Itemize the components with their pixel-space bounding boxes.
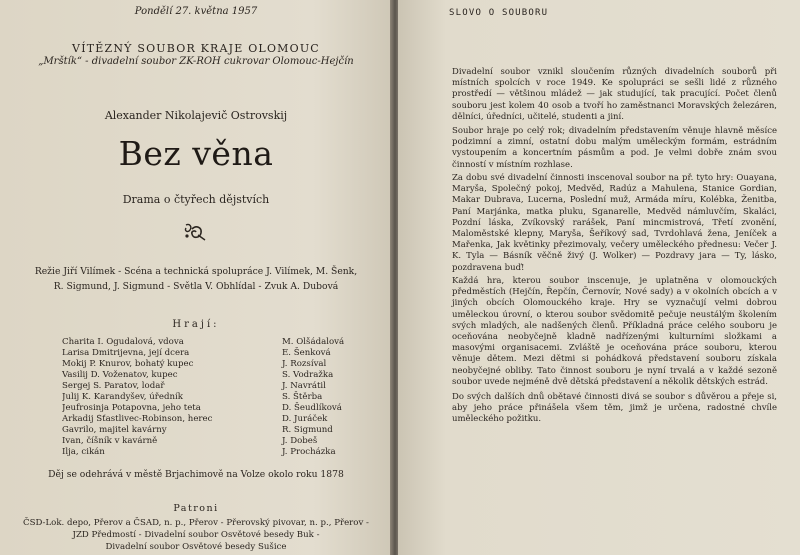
cast-role: Larisa Dmitrijevna, její dcera (62, 348, 190, 358)
cast-role: Julij K. Karandyšev, úředník (62, 392, 183, 402)
author: Alexander Nikolajevič Ostrovskij (104, 109, 288, 122)
cast-actor: J. Dobeš (282, 436, 318, 446)
cast-row (62, 370, 362, 381)
performance-date: Pondělí 27. května 1957 (134, 6, 258, 17)
cast-actor: J. Procházka (282, 447, 336, 457)
ensemble-title: VÍTĚZNÝ SOUBOR KRAJE OLOMOUC (72, 42, 320, 55)
play-subtitle: Drama o čtyřech dějstvích (122, 193, 270, 206)
cast-actor: R. Sigmund (282, 425, 333, 435)
right-page-title: SLOVO O SOUBORU (449, 8, 549, 18)
cast-actor: S. Vodražka (282, 370, 334, 380)
patrons-heading: Patroni (173, 503, 219, 514)
cast-row (62, 403, 362, 414)
cast-row (62, 414, 362, 425)
play-title: Bez věna (118, 134, 274, 173)
cast-role: Ivan, číšník v kavárně (62, 436, 158, 446)
paragraph: Za dobu své divadelní činnosti inscenoval soubor na př. tyto hry: Ouayana, Maryša, Společný pokoj, Medvěd, Radúz a Mahulena, Stanice Gordian, Makar Dubrava, Lucerna, Poslední muž, Armáda míru, Kolébka, Ženitba, Paní Marjánka, matka pluku, Sganarelle, Medvěd námluvčím, Skaláci, Pozdní láska, Zvíkovský rarášek, Paní mincmistrová, Třetí zvonění, Maloměstské klepny, Maryša, Šeříkový sad, Tvrdohlavá žena, Jeníček a Mařenka, Jak květinky přezimovaly, večery uměleckého přednesu: Večer J. K. Tyla — Básník věčně živý (J. Wolker) — Pozdravy jara — Ty, lásko, pozdravena buď! (452, 173, 777, 273)
cast-row (62, 425, 362, 436)
patrons-line-1: ČSD-Lok. depo, Přerov a ČSAD, n. p., Přerov - Přerovský pivovar, n. p., Přerov - (23, 518, 369, 528)
cast-row (62, 348, 362, 359)
cast-actor: E. Šenková (282, 348, 331, 358)
ensemble-subtitle: „Mrštík“ - divadelní soubor ZK-ROH cukrovar Olomouc-Hejčín (38, 56, 354, 67)
cast-role: Gavrilo, majitel kavárny (62, 425, 167, 435)
cast-row (62, 392, 362, 403)
patrons-line-3: Divadelní soubor Osvětové besedy Sušice (105, 542, 287, 552)
cast-row (62, 381, 362, 392)
cast-role: Mokij P. Knurov, bohatý kupec (62, 359, 194, 369)
paragraph: Soubor hraje po celý rok; divadelním představením věnuje hlavně měsíce podzimní a zimní, ostatní dobu malým uměleckým formám, estrádním vystoupením a koncertním pásmům a pod. Je velmi dobře znám svou činností v místním rozhlase. (452, 126, 777, 170)
cast-actor: J. Navrátil (282, 381, 326, 391)
cast-role: Jeufrosinja Potapovna, jeho teta (62, 403, 201, 413)
cast-actor: J. Rozsíval (282, 359, 327, 369)
cast-row (62, 447, 362, 458)
cast-heading: Hrají: (172, 319, 220, 330)
ornament-icon (180, 221, 210, 243)
crew-line-2: R. Sigmund, J. Sigmund - Světla V. Obhlídal - Zvuk A. Dubová (53, 281, 339, 292)
cast-role: Charita I. Ogudalová, vdova (62, 337, 184, 347)
cast-row (62, 436, 362, 447)
patrons-line-2: JZD Předmostí - Divadelní soubor Osvětové besedy Buk - (72, 530, 320, 540)
cast-actor: D. Šeudlíková (282, 403, 342, 413)
paragraph: Divadelní soubor vznikl sloučením různých divadelních souborů při místních spolcích v roce 1949. Ke spolupráci se sešli lidé z různého prostředí — většinou mládež — jak studující, tak pracující. Počet členů souboru jest kolem 40 osob a tvoří ho zaměstnanci Moravských železáren, dělníci, úředníci, učitelé, studenti a jiní. (452, 67, 777, 122)
cast-role: Arkadij Šťastlivec-Robinson, herec (62, 414, 213, 424)
cast-row (62, 359, 362, 370)
paragraph: Každá hra, kterou soubor inscenuje, je uplatněna v olomouckých předměstích (Hejčín, Řepčín, Černovír, Nové sady) a v okolních obcích a v jiných obcích Olomouckého kraje. Hry se vyznačují velmi dobrou uměleckou úrovní, o kterou soubor svědomitě pečuje neustálým školením svých mladých, ale nadšených členů. Příkladná práce celého souboru je oceňována neobyčejně kladně nadřízenými kulturními složkami a masovými organisacemi. Zvláště je oceňována práce souboru, kterou věnuje dětem. Mezi dětmi si pohádková představení souboru získala neobyčejné obliby. Tato činnost souboru je nyní trvalá a v každé sezoně soubor uvede nejméně dvě dětská představení a několik dětských estrád. (452, 276, 777, 387)
left-page (0, 0, 392, 555)
cast-actor: M. Olšádalová (282, 337, 345, 347)
cast-role: Sergej S. Paratov, lodař (62, 381, 165, 391)
setting-note: Děj se odehrává v městě Brjachimově na Volze okolo roku 1878 (48, 469, 344, 480)
cast-role: Vasilij D. Voženatov, kupec (62, 370, 178, 380)
cast-actor: S. Štěrba (282, 392, 323, 402)
cast-actor: D. Juráček (282, 414, 328, 424)
paragraph: Do svých dalších dnů obětavé činnosti divá se soubor s důvěrou a přeje si, aby jeho práce přinášela všem těm, jimž je určena, radostné chvíle uměleckého požitku. (452, 392, 777, 425)
crew-line-1: Režie Jiří Vilímek - Scéna a technická spolupráce J. Vilímek, M. Šenk, (34, 266, 358, 277)
cast-role: Ilja, cikán (62, 447, 105, 457)
cast-row (62, 337, 362, 348)
